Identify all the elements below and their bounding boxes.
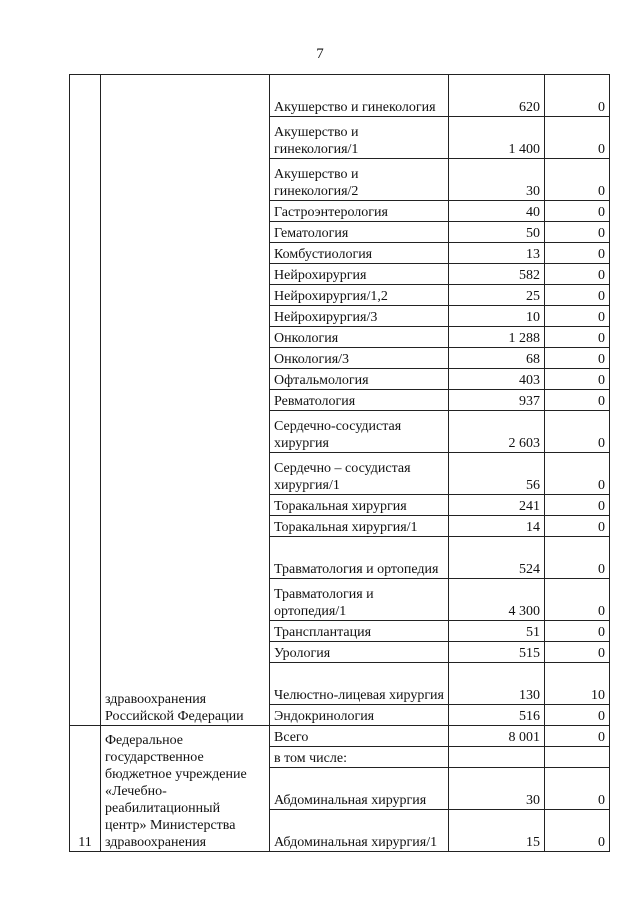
extra-value: 0 bbox=[545, 390, 610, 411]
volume-value: 582 bbox=[449, 264, 545, 285]
extra-value: 0 bbox=[545, 369, 610, 390]
extra-value: 0 bbox=[545, 117, 610, 159]
volume-value: 130 bbox=[449, 663, 545, 705]
extra-value: 0 bbox=[545, 264, 610, 285]
table-row bbox=[70, 75, 610, 117]
volume-value: 524 bbox=[449, 537, 545, 579]
profile-name: Урология bbox=[270, 642, 449, 663]
profile-name: Эндокринология bbox=[270, 705, 449, 726]
profile-name: Ревматология bbox=[270, 390, 449, 411]
volume-value: 8 001 bbox=[449, 726, 545, 747]
volume-value: 516 bbox=[449, 705, 545, 726]
volume-value: 15 bbox=[449, 810, 545, 852]
profile-name: Абдоминальная хирургия bbox=[270, 768, 449, 810]
profile-name: Нейрохирургия/3 bbox=[270, 306, 449, 327]
profile-name: Комбустиология bbox=[270, 243, 449, 264]
profile-name: Акушерство и гинекология/1 bbox=[270, 117, 449, 159]
volume-value: 40 bbox=[449, 201, 545, 222]
profile-name: Акушерство и гинекология/2 bbox=[270, 159, 449, 201]
profile-name: Сердечно-сосудистая хирургия bbox=[270, 411, 449, 453]
volume-value: 30 bbox=[449, 768, 545, 810]
extra-value: 0 bbox=[545, 705, 610, 726]
extra-value: 0 bbox=[545, 159, 610, 201]
profile-name: Сердечно – сосудистая хирургия/1 bbox=[270, 453, 449, 495]
extra-value: 0 bbox=[545, 810, 610, 852]
volume-value: 68 bbox=[449, 348, 545, 369]
volume-value bbox=[449, 747, 545, 768]
profile-name: Онкология bbox=[270, 327, 449, 348]
extra-value: 0 bbox=[545, 579, 610, 621]
volume-value: 4 300 bbox=[449, 579, 545, 621]
page-number: 7 bbox=[316, 46, 324, 62]
row-number bbox=[70, 75, 101, 726]
volume-value: 1 400 bbox=[449, 117, 545, 159]
extra-value: 0 bbox=[545, 348, 610, 369]
profile-name: Нейрохирургия/1,2 bbox=[270, 285, 449, 306]
profile-name: Челюстно-лицевая хирургия bbox=[270, 663, 449, 705]
volume-value: 1 288 bbox=[449, 327, 545, 348]
extra-value: 0 bbox=[545, 516, 610, 537]
extra-value: 0 bbox=[545, 642, 610, 663]
extra-value bbox=[545, 747, 610, 768]
profile-name: Всего bbox=[270, 726, 449, 747]
profile-name: Торакальная хирургия/1 bbox=[270, 516, 449, 537]
profile-name: Травматология и ортопедия/1 bbox=[270, 579, 449, 621]
volume-value: 51 bbox=[449, 621, 545, 642]
organization-name: Федеральное государственное бюджетное учреждение «Лечебно-реабилитационный центр» Министерства здравоохранения bbox=[101, 726, 270, 852]
extra-value: 0 bbox=[545, 768, 610, 810]
extra-value: 0 bbox=[545, 537, 610, 579]
volume-value: 241 bbox=[449, 495, 545, 516]
profile-name: Офтальмология bbox=[270, 369, 449, 390]
volume-value: 515 bbox=[449, 642, 545, 663]
profile-name: Гематология bbox=[270, 222, 449, 243]
volume-value: 937 bbox=[449, 390, 545, 411]
profile-name: Нейрохирургия bbox=[270, 264, 449, 285]
extra-value: 0 bbox=[545, 327, 610, 348]
extra-value: 0 bbox=[545, 453, 610, 495]
volume-value: 2 603 bbox=[449, 411, 545, 453]
profile-name: Абдоминальная хирургия/1 bbox=[270, 810, 449, 852]
extra-value: 0 bbox=[545, 75, 610, 117]
extra-value: 0 bbox=[545, 222, 610, 243]
organization-name: здравоохранения Российской Федерации bbox=[101, 75, 270, 726]
profile-name: Трансплантация bbox=[270, 621, 449, 642]
extra-value: 0 bbox=[545, 306, 610, 327]
extra-value: 0 bbox=[545, 495, 610, 516]
profile-name: в том числе: bbox=[270, 747, 449, 768]
extra-value: 0 bbox=[545, 201, 610, 222]
profile-name: Акушерство и гинекология bbox=[270, 75, 449, 117]
extra-value: 0 bbox=[545, 411, 610, 453]
volume-value: 30 bbox=[449, 159, 545, 201]
profile-name: Онкология/3 bbox=[270, 348, 449, 369]
allocation-table bbox=[69, 74, 610, 852]
profile-name: Гастроэнтерология bbox=[270, 201, 449, 222]
extra-value: 10 bbox=[545, 663, 610, 705]
table-row bbox=[70, 726, 610, 747]
volume-value: 10 bbox=[449, 306, 545, 327]
extra-value: 0 bbox=[545, 621, 610, 642]
table-body bbox=[70, 75, 610, 852]
volume-value: 13 bbox=[449, 243, 545, 264]
extra-value: 0 bbox=[545, 726, 610, 747]
volume-value: 50 bbox=[449, 222, 545, 243]
volume-value: 620 bbox=[449, 75, 545, 117]
extra-value: 0 bbox=[545, 285, 610, 306]
profile-name: Торакальная хирургия bbox=[270, 495, 449, 516]
volume-value: 14 bbox=[449, 516, 545, 537]
volume-value: 25 bbox=[449, 285, 545, 306]
row-number: 11 bbox=[70, 726, 101, 852]
profile-name: Травматология и ортопедия bbox=[270, 537, 449, 579]
extra-value: 0 bbox=[545, 243, 610, 264]
volume-value: 403 bbox=[449, 369, 545, 390]
volume-value: 56 bbox=[449, 453, 545, 495]
